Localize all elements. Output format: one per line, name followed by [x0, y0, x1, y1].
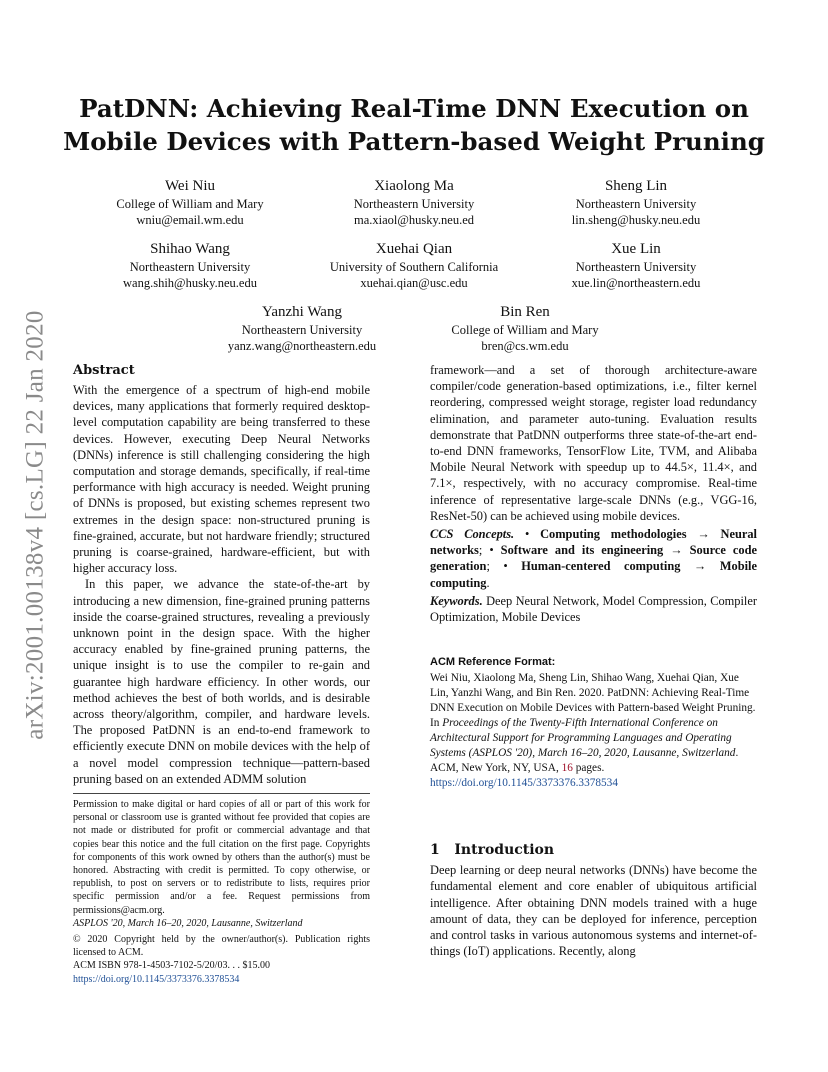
author-email: wang.shih@husky.neu.edu: [123, 276, 257, 290]
paper-title-line-1: PatDNN: Achieving Real-Time DNN Execution on: [79, 94, 749, 123]
section-title: Introduction: [454, 842, 555, 859]
right-column: [430, 362, 757, 959]
author-name: Xuehai Qian: [375, 241, 453, 257]
abstract-paragraph-2: In this paper, we advance the state-of-the-art by introducing a new dimension, fine-grained pruning patterns inside the coarse-grained structures, revealing a previously unknown point in the design space. With the higher accuracy enabled by fine-grained pruning patterns, the unique insight is to use the compiler to re-gain and guarantee high hardware efficiency. In other words, our method achieves the best of both worlds, and is desirable across theory/algorithm, compiler, and hardware levels. The proposed PatDNN is an end-to-end framework to efficiently execute DNN on mobile devices with the help of a novel model compression technique—pattern-based pruning based on an extended ADMM solution: [73, 577, 370, 786]
author-name: Shihao Wang: [150, 241, 230, 257]
author-affiliation: Northeastern University: [129, 260, 251, 274]
acm-reference: [430, 655, 757, 791]
ccs-separator: •: [482, 543, 501, 558]
author-block: [536, 239, 736, 291]
abstract-paragraph-3: framework—and a set of thorough architecture-aware compiler/code generation-based optimizations, i.e., filter kernel reordering, compressed weight storage, register load redundancy elimination, and parameter auto-tuning. Evaluation results demonstrate that PatDNN outperforms three state-of-the-art end-to-end DNN frameworks, TensorFlow Lite, TVM, and Alibaba Mobile Neural Network with speedup up to 44.5×, 11.4×, and 7.1×, respectively, with no accuracy compromise. Real-time inference of representative large-scale DNNs (e.g., VGG-16, ResNet-50) can be achieved using mobile devices.: [430, 363, 757, 523]
introduction-section: [430, 841, 757, 959]
ccs-concept: Computing methodologies → Neural networks: [430, 527, 757, 558]
author-block: [299, 239, 529, 291]
author-affiliation: Northeastern University: [575, 260, 697, 274]
isbn-line: ACM ISBN 978-1-4503-7102-5/20/03. . . $15.00: [73, 960, 270, 972]
author-affiliation: Northeastern University: [241, 323, 363, 337]
author-name: Bin Ren: [500, 304, 550, 320]
author-block: [90, 176, 290, 228]
author-email: xue.lin@northeastern.edu: [571, 276, 701, 290]
author-block: [314, 176, 514, 228]
author-name: Xue Lin: [611, 241, 661, 257]
author-email: wniu@email.wm.edu: [136, 213, 244, 227]
paper-title: [60, 92, 768, 158]
reference-pages-suffix: pages.: [572, 762, 605, 775]
ccs-concept: Software and its engineering → Source code generation: [430, 543, 757, 574]
abstract-heading: Abstract: [73, 363, 135, 378]
author-name: Yanzhi Wang: [262, 304, 342, 320]
author-affiliation: Northeastern University: [353, 197, 475, 211]
introduction-heading: [430, 841, 757, 859]
acm-reference-text: [430, 671, 757, 791]
keywords-text: Deep Neural Network, Model Compression, Compiler Optimization, Mobile Devices: [430, 593, 757, 625]
keywords: [430, 593, 757, 625]
author-name: Sheng Lin: [604, 178, 668, 194]
author-block: [425, 302, 625, 354]
author-email: bren@cs.wm.edu: [481, 339, 569, 353]
copyright-footnote: [73, 793, 370, 986]
arxiv-identifier: [16, 290, 56, 760]
author-block: [202, 302, 402, 354]
section-number: 1: [430, 842, 440, 859]
ccs-concept: Human-centered computing → Mobile computing: [430, 559, 757, 590]
introduction-paragraph-1: Deep learning or deep neural networks (DNNs) have become the fundamental element and core enabler of ubiquitous artificial intelligence. After obtaining DNN models trained with a huge amount of data, they can be deployed for inference, perception and control tasks in various autonomous systems and internet-of-things (IoT) applications. Recently, along: [430, 863, 757, 959]
author-affiliation: College of William and Mary: [116, 197, 264, 211]
author-email: ma.xiaol@husky.neu.ed: [353, 213, 475, 227]
left-column: [73, 362, 370, 787]
ccs-concepts-label: CCS Concepts.: [430, 527, 515, 542]
author-affiliation: Northeastern University: [575, 197, 697, 211]
abstract-paragraph-1: With the emergence of a spectrum of high-end mobile devices, many applications that formerly required desktop-level computation capability are being transferred to these devices. However, executing Deep Neural Networks (DNNs) inference is still challenging considering the high computation and storage demands, specifically, if real-time performance with high accuracy is needed. Weight pruning of DNNs is proposed, but existing schemes represent two extremes in the design space: non-structured pruning is fine-grained, accurate, but not hardware friendly; structured pruning is coarse-grained, hardware-efficient, but with higher accuracy loss.: [73, 383, 370, 576]
author-affiliation: University of Southern California: [329, 260, 499, 274]
author-block: [536, 176, 736, 228]
reference-publisher: . ACM, New York, NY, USA,: [430, 747, 739, 775]
author-email: xuehai.qian@usc.edu: [360, 276, 468, 290]
ccs-concepts: CCS Concepts. • Computing methodologies → Neural networks; • Software and its engineering → Source code generation; • Human-centered computing → Mobile computing.: [430, 527, 757, 590]
arxiv-identifier-text: arXiv:2001.00138v4 [cs.LG] 22 Jan 2020: [22, 310, 49, 740]
author-block: [90, 239, 290, 291]
footnote-doi-link[interactable]: https://doi.org/10.1145/3373376.3378534: [73, 973, 240, 985]
reference-doi-link[interactable]: https://doi.org/10.1145/3373376.3378534: [430, 777, 618, 790]
author-affiliation: College of William and Mary: [451, 323, 599, 337]
permission-notice: Permission to make digital or hard copies of all or part of this work for personal or classroom use is granted without fee provided that copies are not made or distributed for profit or commercial advantage and that copies bear this notice and the full citation on the first page. Copyrights for components of this work owned by others than the author(s) must be honored. Abstracting with credit is permitted. To copy otherwise, or republish, to post on servers or to redistribute to lists, requires prior specific permission and/or a fee. Request permissions from permissions@acm.org.: [73, 799, 370, 916]
paper-title-line-2: Mobile Devices with Pattern-based Weight Pruning: [63, 127, 765, 156]
ccs-separator: •: [514, 527, 541, 542]
venue-line: ASPLOS '20, March 16–20, 2020, Lausanne, Switzerland: [73, 917, 303, 929]
reference-pages-link[interactable]: 16: [561, 762, 573, 775]
author-name: Xiaolong Ma: [374, 178, 454, 194]
keywords-label: Keywords.: [430, 593, 483, 608]
author-name: Wei Niu: [164, 178, 216, 194]
ccs-separator: •: [489, 559, 522, 574]
acm-reference-heading: ACM Reference Format:: [430, 656, 556, 669]
copyright-line: © 2020 Copyright held by the owner/author(s). Publication rights licensed to ACM.: [73, 934, 370, 959]
author-email: lin.sheng@husky.neu.edu: [571, 213, 701, 227]
reference-authors-title: Wei Niu, Xiaolong Ma, Sheng Lin, Shihao Wang, Xuehai Qian, Xue Lin, Yanzhi Wang, and Bin Ren. 2020. PatDNN: Achieving Real-Time DNN Execution on Mobile Devices with Pattern-based Weight Pruning. In: [430, 672, 756, 730]
author-email: yanz.wang@northeastern.edu: [227, 339, 377, 353]
reference-proceedings: Proceedings of the Twenty-Fifth International Conference on Architectural Support for Programming Languages and Operating Systems (ASPLOS '20), March 16–20, 2020, Lausanne, Switzerland: [430, 717, 736, 760]
